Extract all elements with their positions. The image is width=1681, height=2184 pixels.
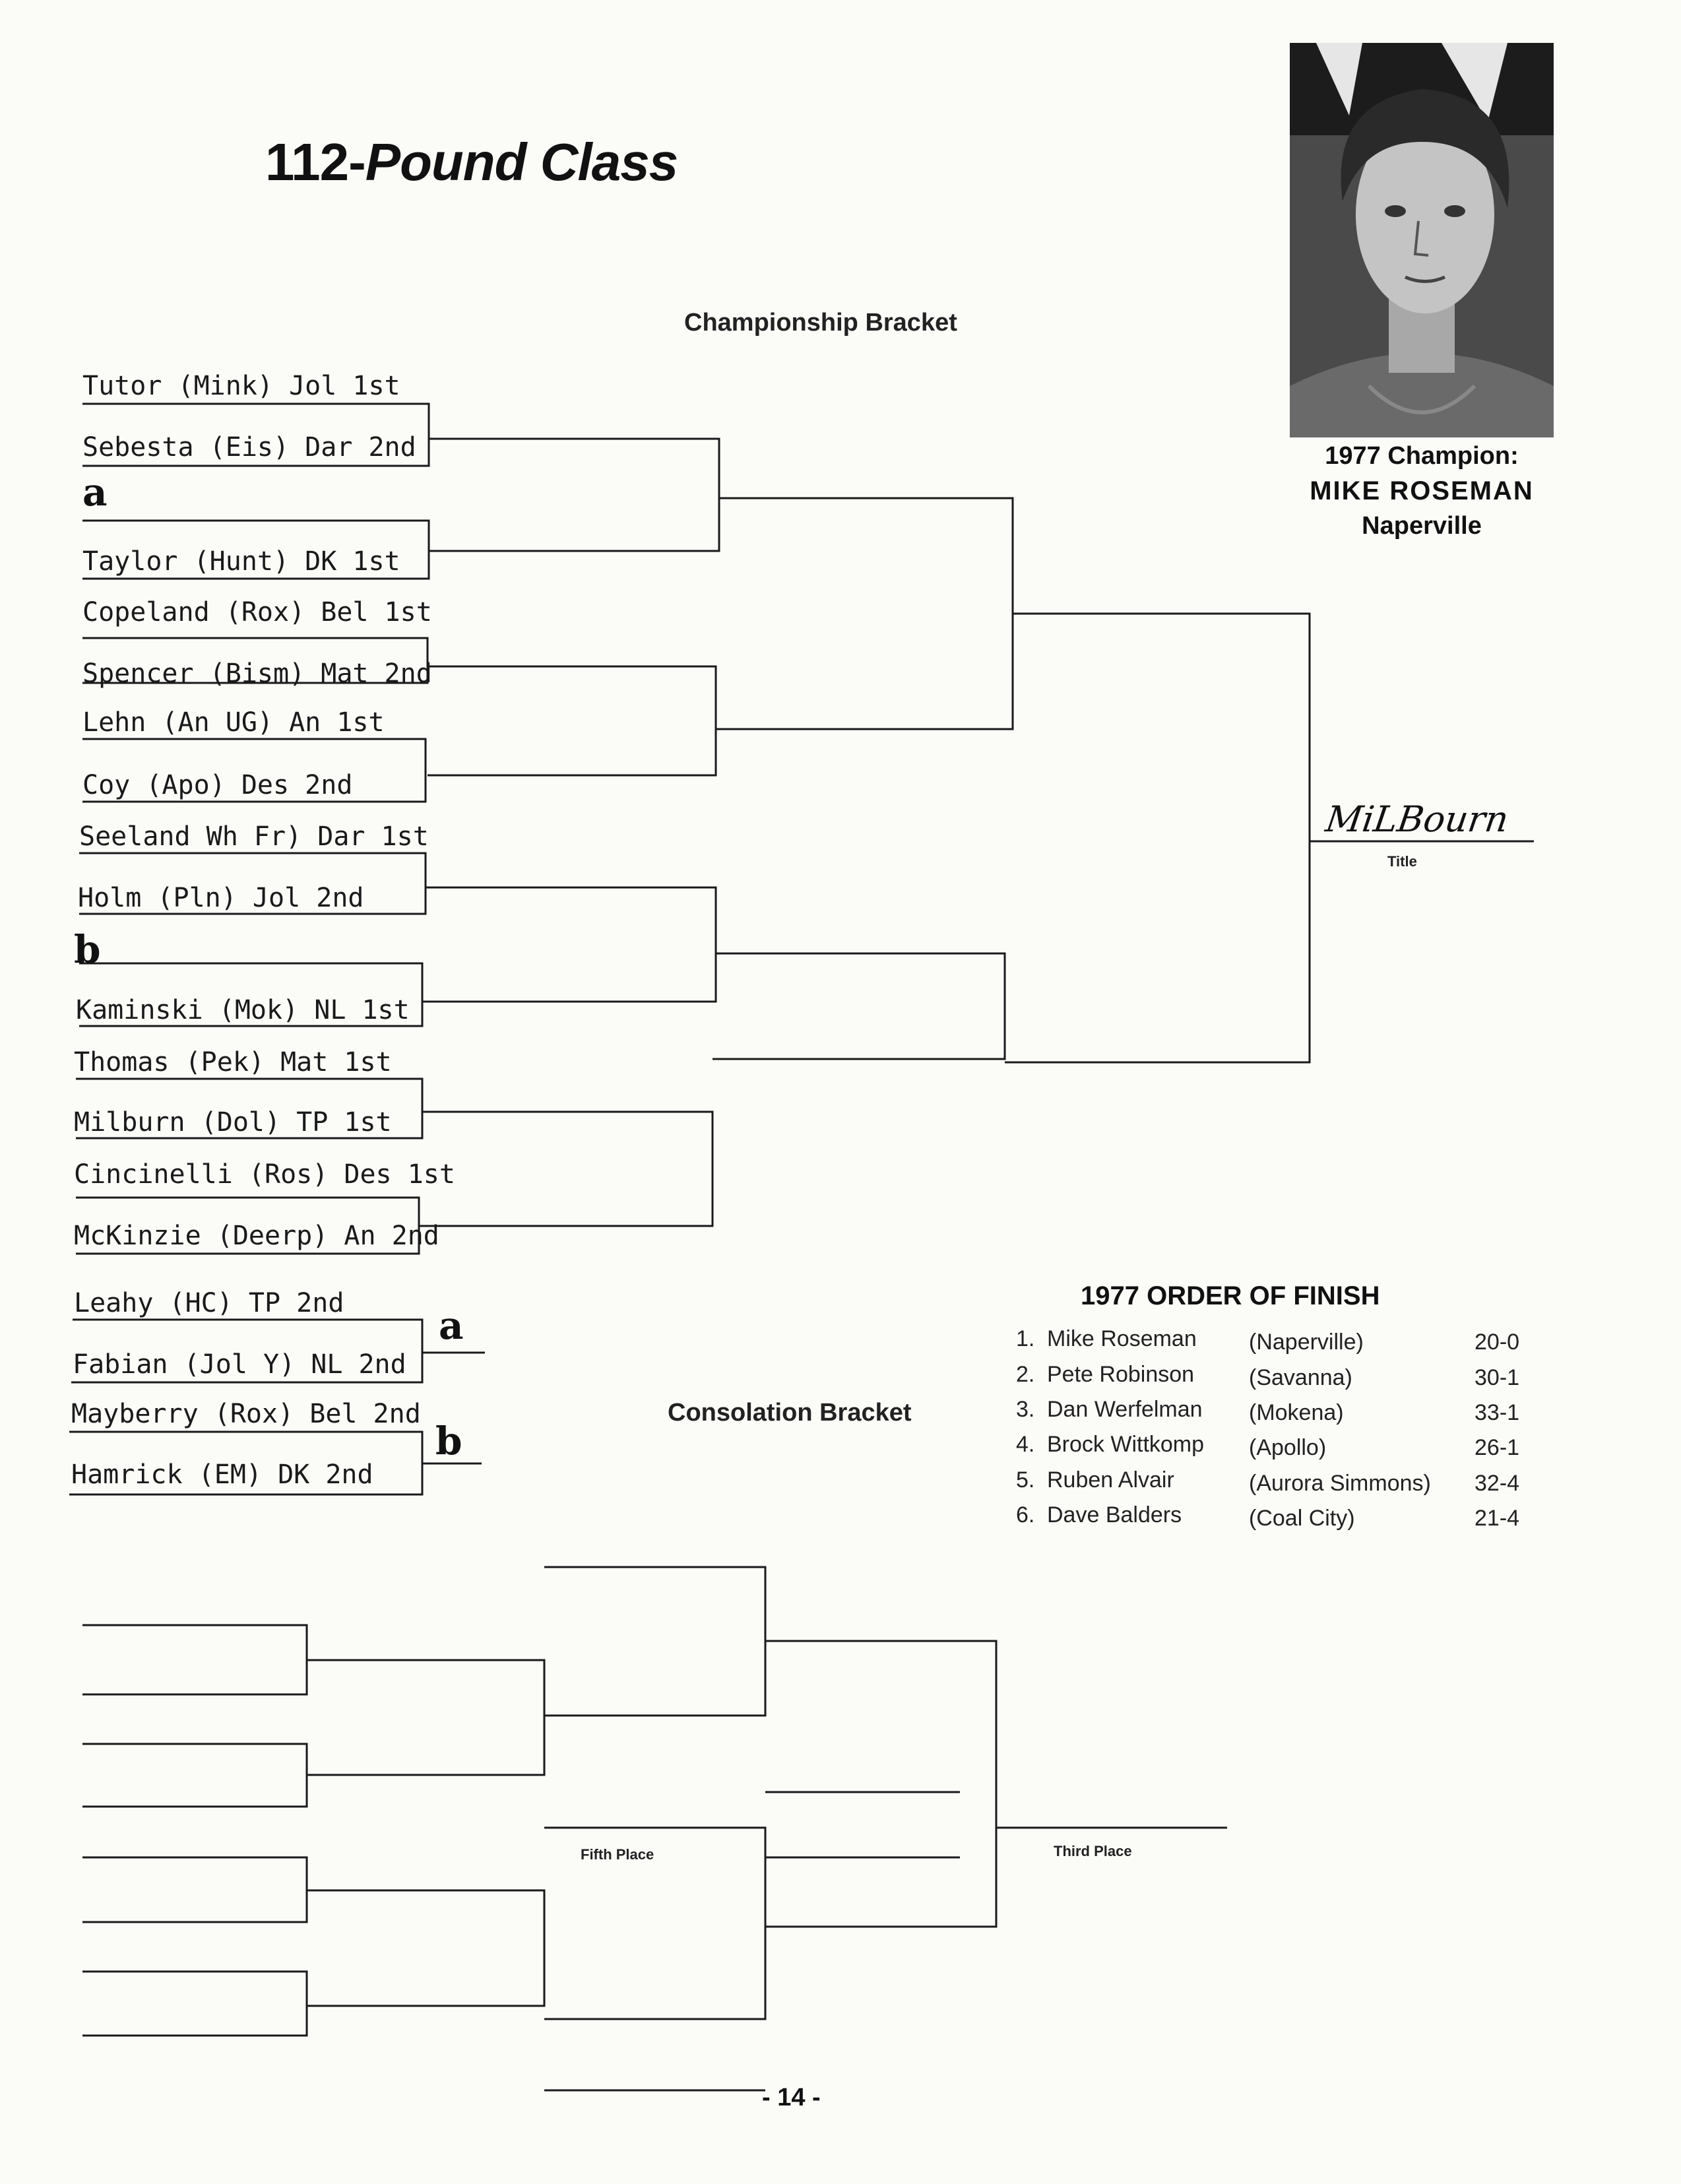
bracket-entry: Spencer (Bism) Mat 2nd [82, 658, 432, 689]
prelim-entry: Hamrick (EM) DK 2nd [71, 1460, 373, 1490]
prelim-mark-a: a [82, 470, 108, 515]
order-place: 3. [1016, 1397, 1035, 1422]
order-name: Ruben Alvair [1047, 1467, 1174, 1493]
order-name: Pete Robinson [1047, 1362, 1195, 1387]
title-label: Title [1387, 853, 1417, 870]
prelim-entry: Fabian (Jol Y) NL 2nd [73, 1349, 406, 1380]
prelim-mark-b: b [74, 927, 101, 972]
bracket-entry: Lehn (An UG) An 1st [82, 707, 385, 738]
order-place: 2. [1016, 1362, 1035, 1387]
order-place: 6. [1016, 1502, 1035, 1527]
prelim-entry: Mayberry (Rox) Bel 2nd [71, 1399, 421, 1429]
order-name: Brock Wittkomp [1047, 1432, 1205, 1457]
order-name: Dan Werfelman [1047, 1397, 1203, 1422]
order-place: 5. [1016, 1467, 1035, 1493]
bracket-entry: Tutor (Mink) Jol 1st [82, 371, 400, 401]
bracket-entry: Kaminski (Mok) NL 1st [76, 995, 410, 1025]
page-number: - 14 - [762, 2084, 821, 2111]
order-school: (Savanna) [1249, 1365, 1352, 1390]
bracket-entry: Cincinelli (Ros) Des 1st [74, 1159, 455, 1190]
order-school: (Aurora Simmons) [1249, 1471, 1431, 1496]
champion-caption: 1977 Champion: [1325, 442, 1519, 470]
order-school: (Mokena) [1249, 1400, 1344, 1425]
order-title-year: 1977 [1081, 1281, 1139, 1310]
prelim-winner-mark-b: b [435, 1419, 462, 1463]
bracket-entry: Seeland Wh Fr) Dar 1st [79, 821, 429, 852]
order-record: 32-4 [1475, 1471, 1520, 1496]
bracket-entry: McKinzie (Deerp) An 2nd [74, 1221, 439, 1251]
bracket-entry: Coy (Apo) Des 2nd [82, 770, 353, 800]
bracket-entry: Milburn (Dol) TP 1st [74, 1107, 392, 1138]
order-record: 26-1 [1475, 1435, 1520, 1460]
third-place-label: Third Place [1054, 1843, 1132, 1859]
bracket-entry: Holm (Pln) Jol 2nd [78, 883, 364, 913]
order-record: 20-0 [1475, 1330, 1520, 1355]
order-title-rest: ORDER OF FINISH [1147, 1281, 1380, 1310]
fifth-place-label: Fifth Place [581, 1846, 654, 1863]
handwritten-winner: MiLBourn [1323, 798, 1511, 840]
title-number: 112- [265, 133, 365, 191]
order-record: 21-4 [1475, 1506, 1520, 1531]
consolation-header: Consolation Bracket [668, 1399, 912, 1427]
title-rest: Pound Class [365, 133, 678, 191]
prelim-winner-mark-a: a [439, 1303, 464, 1348]
order-of-finish-title [1081, 1281, 1380, 1311]
order-school: (Naperville) [1249, 1330, 1364, 1355]
champion-name: MIKE ROSEMAN [1310, 476, 1534, 505]
bracket-entry: Thomas (Pek) Mat 1st [74, 1047, 392, 1077]
bracket-entry: Taylor (Hunt) DK 1st [82, 546, 400, 577]
bracket-entry: Copeland (Rox) Bel 1st [82, 597, 432, 627]
order-place: 1. [1016, 1326, 1035, 1351]
bracket-entry: Sebesta (Eis) Dar 2nd [82, 432, 416, 463]
order-place: 4. [1016, 1432, 1035, 1457]
prelim-entry: Leahy (HC) TP 2nd [74, 1288, 344, 1318]
championship-header: Championship Bracket [684, 309, 957, 337]
order-school: (Apollo) [1249, 1435, 1327, 1460]
order-school: (Coal City) [1249, 1506, 1355, 1531]
order-record: 30-1 [1475, 1365, 1520, 1390]
champion-school: Naperville [1362, 512, 1482, 540]
order-record: 33-1 [1475, 1400, 1520, 1425]
order-name: Mike Roseman [1047, 1326, 1197, 1351]
order-name: Dave Balders [1047, 1502, 1182, 1527]
